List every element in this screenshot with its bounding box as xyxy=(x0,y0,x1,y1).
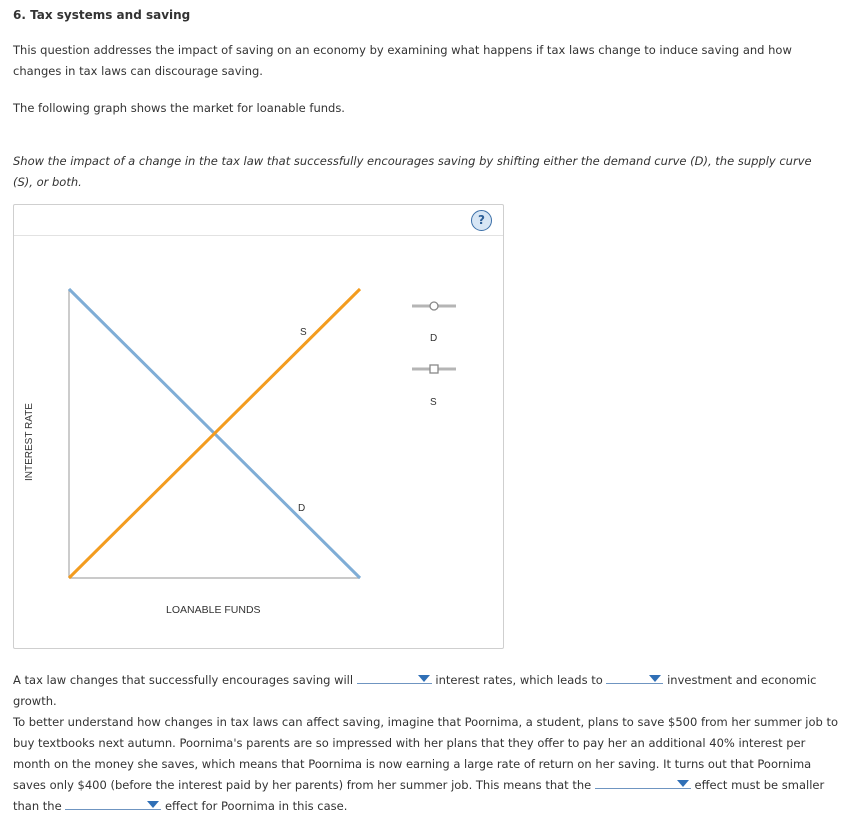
chevron-down-icon xyxy=(147,801,159,808)
question-title: 6. Tax systems and saving xyxy=(13,8,191,22)
instruction-text: Show the impact of a change in the tax law that successfully encourages saving by shifting either the demand curve (D), the supply curve (S), or both. xyxy=(13,154,812,189)
loanable-funds-graph xyxy=(14,205,503,648)
palette-demand-label: D xyxy=(430,333,438,344)
question-2 xyxy=(13,712,838,817)
q2-text-c: effect for Poornima in this case. xyxy=(164,799,348,813)
q1-investment-dropdown[interactable] xyxy=(606,670,663,684)
y-axis-label: INTEREST RATE xyxy=(24,403,35,481)
help-icon[interactable]: ? xyxy=(471,210,492,231)
x-axis-label: LOANABLE FUNDS xyxy=(166,604,261,616)
q2-text-a: To better understand how changes in tax laws can affect saving, imagine that Poornima, a student, plans to save $500 from her summer job to buy textbooks next autumn. Poornima's parents are so impressed with her plans that they offer to pay her an additional 40% interest per month on the money she saves, which means that Poornima is now earning a large rate of return on her saving. It turns out that Poornima saves only $400 (before the interest paid by her parents) from her summer job. This means that the xyxy=(13,715,839,792)
square-handle-icon xyxy=(430,365,438,373)
intro-text: This question addresses the impact of saving on an economy by examining what happens if tax laws change to induce saving and how changes in tax laws can discourage saving. xyxy=(13,43,792,78)
palette-demand-tool[interactable] xyxy=(412,302,456,310)
chevron-down-icon xyxy=(649,675,661,682)
q2-text-b: effect must be smaller than the xyxy=(13,778,825,813)
q1-text-c: investment and economic growth. xyxy=(13,673,817,708)
q1-interest-dropdown[interactable] xyxy=(357,670,432,684)
demand-curve-label: D xyxy=(298,503,306,514)
supply-curve-label: S xyxy=(300,327,307,338)
palette-supply-tool[interactable] xyxy=(412,365,456,373)
graph-intro-text: The following graph shows the market for loanable funds. xyxy=(13,101,345,115)
q1-text-a: A tax law changes that successfully encourages saving will xyxy=(13,673,354,687)
q1-text-b: interest rates, which leads to xyxy=(435,673,603,687)
q2-first-effect-dropdown[interactable] xyxy=(595,775,691,789)
circle-handle-icon xyxy=(430,302,438,310)
graph-panel xyxy=(13,204,504,649)
palette-supply-label: S xyxy=(430,397,437,408)
q2-second-effect-dropdown[interactable] xyxy=(65,796,161,810)
chevron-down-icon xyxy=(418,675,430,682)
chevron-down-icon xyxy=(677,780,689,787)
question-1 xyxy=(13,670,838,712)
